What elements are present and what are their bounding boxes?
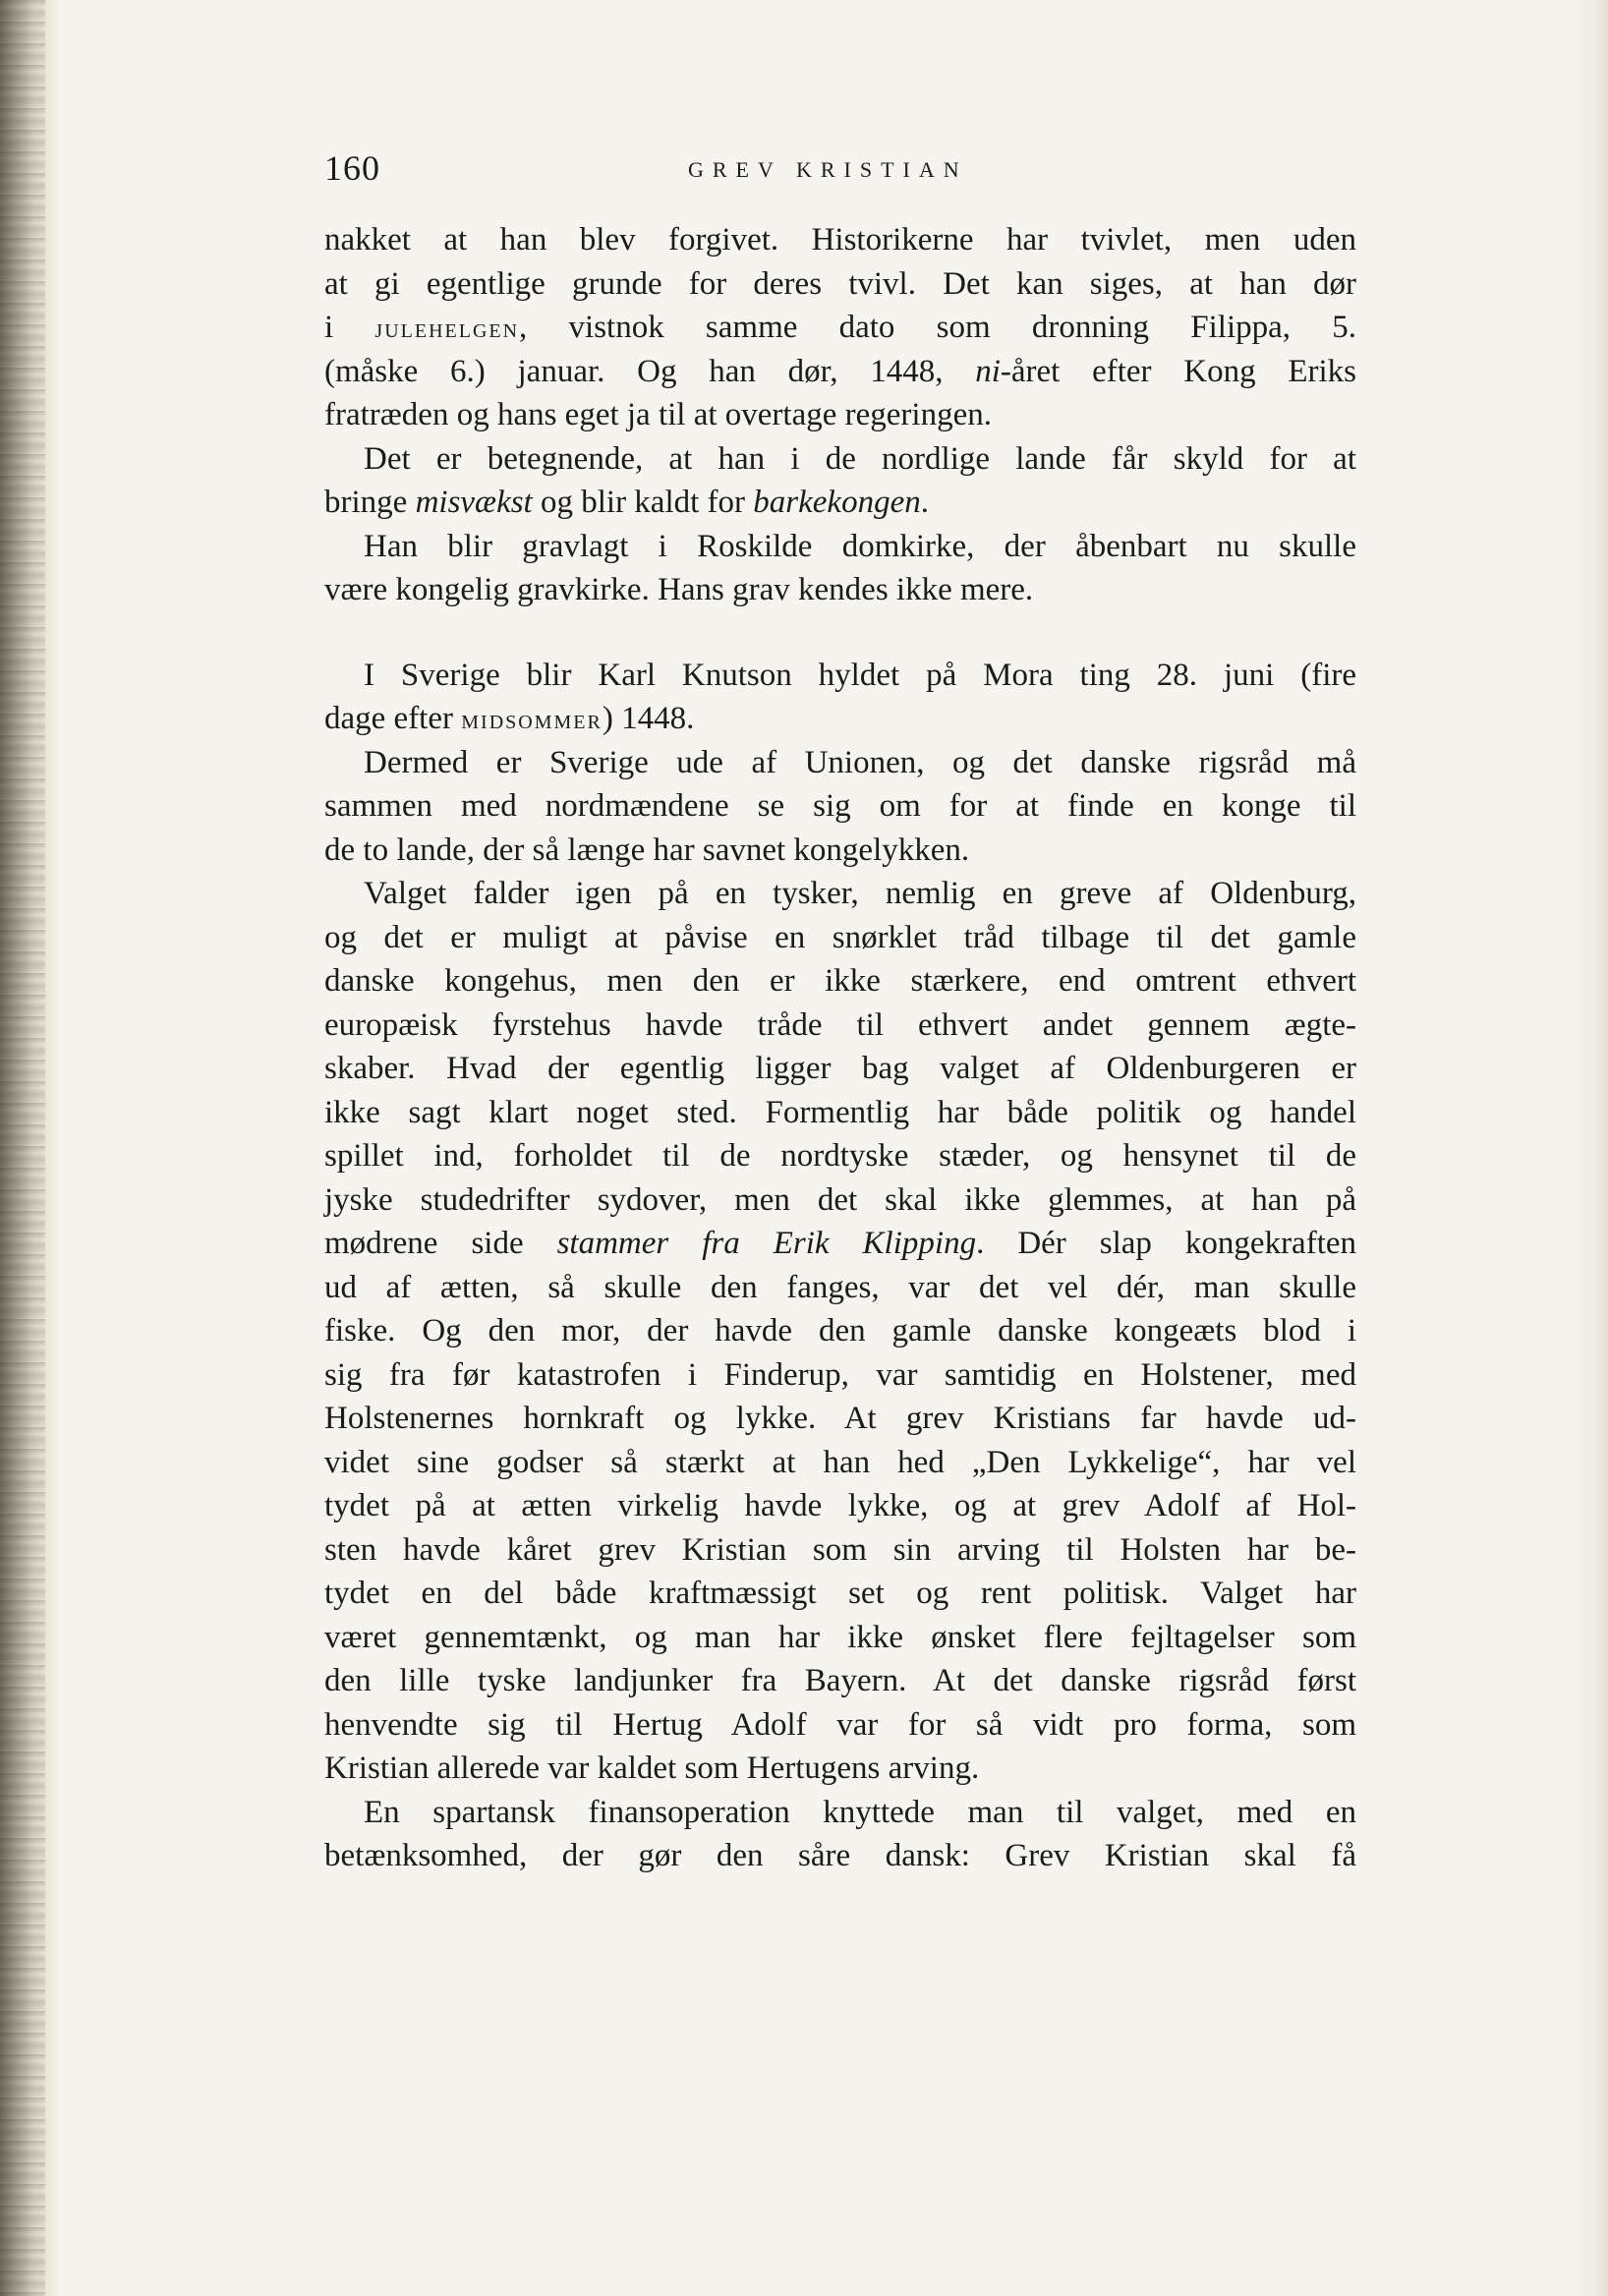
text-line: skaber. Hvad der egentlig ligger bag valget af Oldenburgeren er [324, 1051, 1356, 1086]
text-line: Dermed er Sverige ude af Unionen, og det danske rigsråd må [364, 744, 1356, 780]
text-line: mødrene side stammer fra Erik Klipping. Dér slap kongekraften [324, 1226, 1357, 1261]
section-break [324, 612, 1356, 654]
text-line: henvendte sig til Hertug Adolf var for så vidt pro forma, som [324, 1706, 1356, 1743]
binding-texture [0, 0, 45, 2296]
text-line: dage efter midsommer) 1448. [324, 701, 695, 736]
page-edge [1569, 0, 1608, 2296]
text-line: I Sverige blir Karl Knutson hyldet på Mora ting 28. juni (fire [364, 657, 1356, 693]
italic-term: stammer fra Erik Klipping [556, 1226, 977, 1261]
text-line: jyske studedrifter sydover, men det skal ikke glemmes, at han på [324, 1181, 1356, 1218]
text-line: at gi egentlige grunde for deres tvivl. Det kan siges, at han dør [324, 265, 1356, 302]
small-caps-term: midsommer [461, 705, 603, 735]
text-line: europæisk fyrstehus havde tråde til ethvert andet gennem ægte- [324, 1006, 1356, 1043]
text-line: være kongelig gravkirke. Hans grav kendes ikke mere. [324, 572, 1034, 607]
text-line: danske kongehus, men den er ikke stærkere, end omtrent ethvert [324, 963, 1356, 999]
text-line: videt sine godser så stærkt at han hed „Den Lykkelige“, har vel [324, 1444, 1356, 1480]
text-line: Det er betegnende, at han i de nordlige lande får skyld for at [364, 440, 1356, 477]
text-line: nakket at han blev forgivet. Historikerne har tvivlet, men uden [324, 222, 1356, 258]
text-line: tydet en del både kraftmæssigt set og rent politisk. Valget har [324, 1576, 1356, 1611]
text-line: spillet ind, forholdet til de nordtyske stæder, og hensynet til de [324, 1138, 1356, 1174]
text-line: den lille tyske landjunker fra Bayern. At det danske rigsråd først [324, 1663, 1356, 1698]
page-number: 160 [324, 148, 380, 188]
text-line: (måske 6.) januar. Og han dør, 1448, ni-året efter Kong Eriks [324, 353, 1356, 389]
text-line: sten havde kåret grev Kristian som sin arving til Holsten har be- [324, 1531, 1356, 1568]
text-line: fiske. Og den mor, der havde den gamle danske kongeæts blod i [324, 1313, 1356, 1349]
text-line: betænksomhed, der gør den såre dansk: Grev Kristian skal få [324, 1838, 1356, 1873]
chapter-title: GREV KRISTIAN [688, 157, 968, 182]
text-line: i julehelgen, vistnok samme dato som dronning Filippa, 5. [324, 310, 1356, 345]
small-caps-term: julehelgen [374, 314, 520, 344]
italic-term: misvækst [415, 485, 533, 520]
italic-term: ni [975, 353, 1001, 389]
text-line: sammen med nordmændene se sig om for at finde en konge til [324, 788, 1356, 824]
text-line: ikke sagt klart noget sted. Formentlig har både politik og handel [324, 1094, 1356, 1130]
text-line: fratræden og hans eget ja til at overtage regeringen. [324, 397, 992, 432]
text-line: bringe misvækst og blir kaldt for barkekongen. [324, 485, 929, 520]
body-text [324, 218, 1356, 1878]
italic-term: barkekongen [753, 485, 921, 520]
text-line: Valget falder igen på en tysker, nemlig en greve af Oldenburg, [364, 876, 1356, 911]
text-line: tydet på at ætten virkelig havde lykke, og at grev Adolf af Hol- [324, 1488, 1356, 1523]
text-line: Han blir gravlagt i Roskilde domkirke, der åbenbart nu skulle [364, 528, 1356, 564]
text-line: Kristian allerede var kaldet som Hertugens arving. [324, 1751, 980, 1786]
text-line: Holstenernes hornkraft og lykke. At grev Kristians far havde ud- [324, 1401, 1356, 1436]
text-line: og det er muligt at påvise en snørklet tråd tilbage til det gamle [324, 919, 1356, 955]
text-line: En spartansk finansoperation knyttede man til valget, med en [364, 1794, 1356, 1830]
running-head [324, 147, 1356, 197]
text-line: sig fra før katastrofen i Finderup, var samtidig en Holstener, med [324, 1356, 1356, 1393]
text-line: ud af ætten, så skulle den fanges, var det vel dér, man skulle [324, 1269, 1356, 1305]
text-line: været gennemtænkt, og man har ikke ønsket flere fejltagelser som [324, 1619, 1356, 1655]
text-line: de to lande, der så længe har savnet kongelykken. [324, 832, 970, 868]
